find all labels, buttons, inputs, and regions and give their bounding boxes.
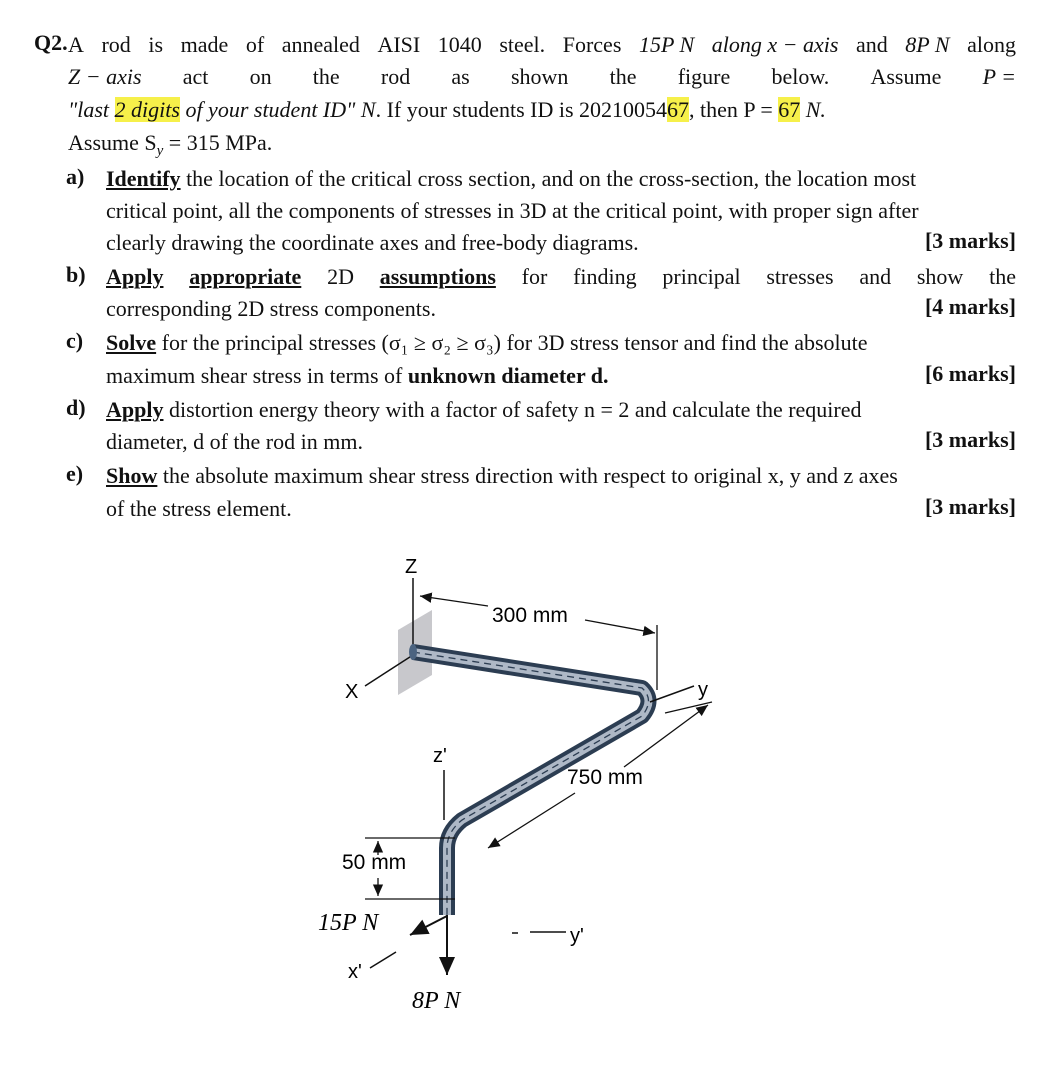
partb1-word: assumptions <box>379 264 496 289</box>
label-x-axis: X <box>345 681 359 703</box>
part-e-line-1 <box>106 461 898 491</box>
part-a-label: a) <box>66 164 85 189</box>
intro-sy-value: = 315 MPa. <box>163 130 273 155</box>
intro2-word: Assume <box>870 64 942 89</box>
label-dim-300: 300 mm <box>492 604 568 627</box>
part-c-label: c) <box>66 328 84 353</box>
part-d-verb: Apply <box>106 397 164 422</box>
part-c-unknown-d: unknown diameter d. <box>407 363 609 388</box>
partb1-word: and <box>859 264 892 289</box>
intro-sy-subscript: y <box>156 143 164 159</box>
question-number: Q2. <box>34 30 68 55</box>
label-y-prime: y' <box>570 925 584 947</box>
force-15p-arrow <box>410 916 447 935</box>
intro-quote-end: of your student ID" N <box>179 97 376 122</box>
part-b-line-2: corresponding 2D stress components. <box>106 296 436 321</box>
part-a-line-2: critical point, all the components of stresses in 3D at the critical point, with proper sign after <box>106 198 919 223</box>
question-intro-line-3 <box>68 95 826 125</box>
intro1-word: annealed <box>281 32 360 57</box>
part-c-marks: [6 marks] <box>924 361 1016 386</box>
intro2-word: the <box>609 64 637 89</box>
intro1-word: is <box>148 32 164 57</box>
partb1-word: stresses <box>766 264 834 289</box>
partb1-word: show <box>916 264 964 289</box>
intro-highlight-2-digits: 2 digits <box>114 97 180 122</box>
intro2-word: shown <box>510 64 569 89</box>
part-e-line-2: of the stress element. <box>106 496 292 521</box>
intro-highlight-id-digits: 67 <box>667 97 690 122</box>
part-e-verb: Show <box>106 463 158 488</box>
partb1-word: the <box>989 264 1016 289</box>
part-e-line-1-text: the absolute maximum shear stress direction with respect to original x, y and z axes <box>162 463 898 488</box>
intro1-word: steel. <box>499 32 546 57</box>
intro1-word: Forces <box>562 32 622 57</box>
intro2-word: below. <box>771 64 830 89</box>
x-prime-axis-line <box>370 952 396 968</box>
part-b-line-1 <box>106 262 1016 292</box>
question-intro-line-1 <box>68 30 1016 60</box>
intro1-word: and <box>855 32 888 57</box>
part-c-verb: Solve <box>106 330 157 355</box>
intro2-word: Z − axis <box>68 64 142 89</box>
intro2-word: as <box>451 64 470 89</box>
question-intro-line-2 <box>68 62 1016 92</box>
part-a-marks: [3 marks] <box>924 228 1016 253</box>
label-dim-750: 750 mm <box>567 766 643 789</box>
part-a-line-1-text: the location of the critical cross section, and on the cross-section, the location most <box>186 166 917 191</box>
intro2-word: act <box>182 64 209 89</box>
intro2-word: on <box>249 64 272 89</box>
intro1-word: of <box>245 32 265 57</box>
intro2-word: figure <box>677 64 731 89</box>
label-dim-50: 50 mm <box>342 851 407 874</box>
partb1-word: 2D <box>327 264 354 289</box>
label-x-prime: x' <box>348 961 362 983</box>
part-e-marks: [3 marks] <box>924 494 1016 519</box>
intro-quote-start: "last <box>68 97 115 122</box>
part-b-label: b) <box>66 262 86 287</box>
partb1-word: principal <box>662 264 741 289</box>
intro1-word: along x − axis <box>711 32 839 57</box>
part-d-line-1 <box>106 395 862 425</box>
intro2-word: the <box>312 64 340 89</box>
partb1-word: appropriate <box>189 264 302 289</box>
part-c-line-1 <box>106 328 868 358</box>
question-intro-line-4 <box>68 128 272 166</box>
label-force-15p: 15P N <box>318 910 379 936</box>
part-a-line-3: clearly drawing the coordinate axes and free-body diagrams. <box>106 230 639 255</box>
part-c-line-2 <box>106 361 609 391</box>
dim-300-line-right <box>585 620 655 633</box>
intro-then-p: , then P = <box>689 97 779 122</box>
intro2-word: rod <box>380 64 411 89</box>
label-y-axis: y <box>698 679 708 701</box>
part-d-line-1-text: distortion energy theory with a factor of safety n = 2 and calculate the required <box>168 397 862 422</box>
part-c-line-2-text: maximum shear stress in terms of <box>106 363 408 388</box>
part-a-line-1 <box>106 164 916 194</box>
intro1-word: 1040 <box>437 32 482 57</box>
intro1-word: A <box>68 32 84 57</box>
intro2-word: P = <box>982 64 1016 89</box>
part-d-label: d) <box>66 395 86 420</box>
partb1-word: for <box>521 264 548 289</box>
intro1-word: along <box>967 32 1016 57</box>
intro-highlight-p-value: 67 <box>778 97 801 122</box>
partb1-word: finding <box>573 264 637 289</box>
intro1-word: 15P N <box>638 32 695 57</box>
part-d-line-2: diameter, d of the rod in mm. <box>106 429 363 454</box>
dim-300-line-left <box>420 596 488 606</box>
label-force-8p: 8P N <box>412 988 461 1014</box>
part-e-label: e) <box>66 461 84 486</box>
intro1-word: 8P N <box>905 32 950 57</box>
part-d-marks: [3 marks] <box>924 427 1016 452</box>
intro-student-id: . If your students ID is 20210054 <box>375 97 668 122</box>
intro1-word: made <box>180 32 229 57</box>
partb1-word: Apply <box>106 264 164 289</box>
label-z-prime: z' <box>433 745 447 767</box>
intro1-word: rod <box>101 32 131 57</box>
label-z-axis: Z <box>405 556 418 578</box>
rod-figure <box>0 540 1050 1060</box>
part-b-marks: [4 marks] <box>924 294 1016 319</box>
intro-unit-n: N. <box>800 97 826 122</box>
part-c-line-1-text: for the principal stresses (σ₁ ≥ σ₂ ≥ σ₃) for 3D stress tensor and find the absolute <box>161 330 868 355</box>
rod-end-cap <box>409 644 417 660</box>
intro-assume-sy: Assume S <box>68 130 157 155</box>
intro1-word: AISI <box>377 32 421 57</box>
part-a-verb: Identify <box>106 166 181 191</box>
